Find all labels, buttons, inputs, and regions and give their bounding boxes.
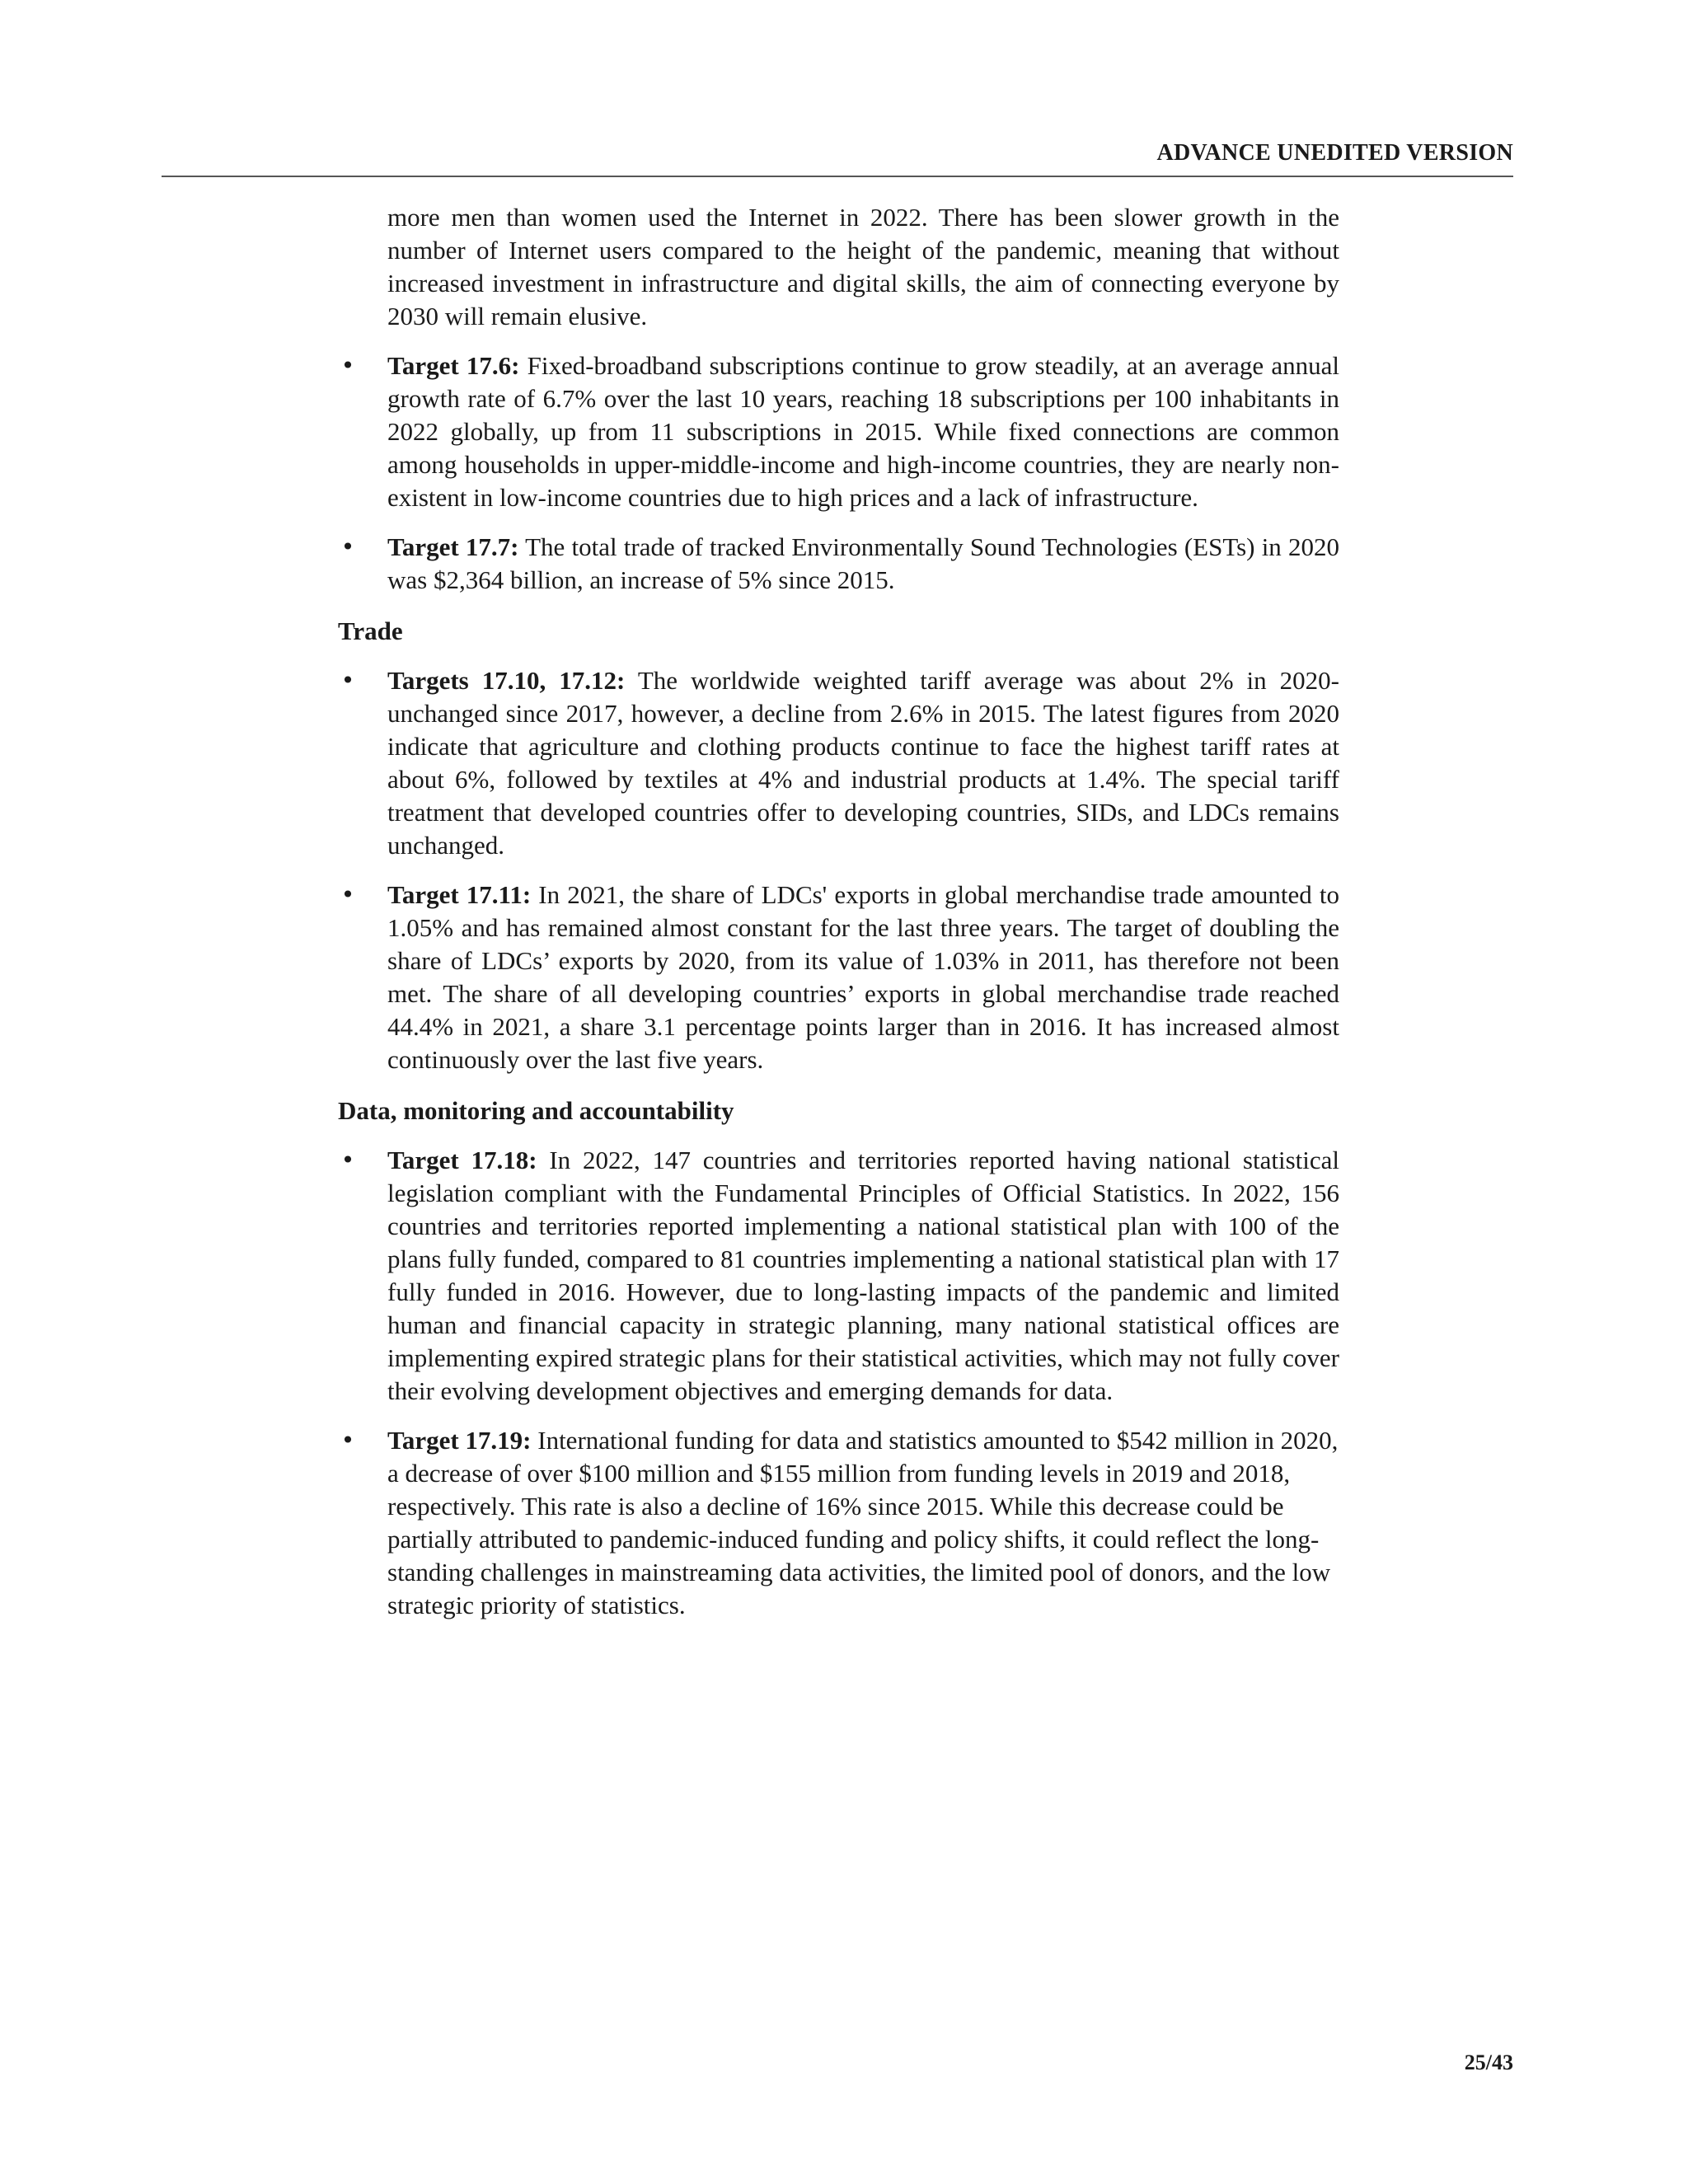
continued-paragraph: more men than women used the Internet in 2022. There has been slower growth in the number of Internet users compared to the height of the pandemic, meaning that without increased investment in infrastructure and digital skills, the aim of connecting everyone by 2030 will remain elusive. [387, 203, 1339, 330]
bullet-icon: • [340, 533, 355, 560]
header-divider [162, 176, 1513, 177]
bullet-icon: • [340, 667, 355, 694]
target-label: Target 17.19: [387, 1426, 532, 1455]
target-list-data [338, 1144, 1339, 1622]
list-item-target-17-18 [338, 1144, 1339, 1408]
bullet-icon: • [340, 352, 355, 379]
page-body [338, 201, 1339, 1622]
list-item-target-17-11 [338, 879, 1339, 1076]
target-text: In 2022, 147 countries and territories reported having national statistical legislation compliant with the Fundamental Principles of Official Statistics. In 2022, 156 countries and territories reported implementing a national statistical plan with 100 of the plans fully funded, compared to 81 countries implementing a national statistical plan with 17 fully funded in 2016. However, due to long-lasting impacts of the pandemic and limited human and financial capacity in strategic planning, many national statistical offices are implementing expired strategic plans for their statistical activities, which may not fully cover their evolving development objectives and emerging demands for data. [387, 1146, 1340, 1405]
target-text: Fixed-broadband subscriptions continue to grow steadily, at an average annual growth rate of 6.7% over the last 10 years, reaching 18 subscriptions per 100 inhabitants in 2022 globally, up from 11 subscriptions in 2015. While fixed connections are common among households in upper-middle-income and high-income countries, they are nearly non-existent in low-income countries due to high prices and a lack of infrastructure. [387, 351, 1339, 512]
target-label: Target 17.6: [387, 351, 520, 380]
target-label: Target 17.11: [387, 880, 532, 909]
target-list-trade [338, 664, 1339, 1076]
bullet-icon: • [340, 1427, 355, 1454]
section-heading-trade: Trade [338, 616, 403, 645]
target-text: In 2021, the share of LDCs' exports in global merchandise trade amounted to 1.05% and has remained almost constant for the last three years. The target of doubling the share of LDCs’ exports by 2020, from its value of 1.03% in 2011, has therefore not been met. The share of all developing countries’ exports in global merchandise trade reached 44.4% in 2021, a share 3.1 percentage points larger than in 2016. It has increased almost continuously over the last five years. [387, 880, 1339, 1074]
target-text: The worldwide weighted tariff average was about 2% in 2020- unchanged since 2017, however, a decline from 2.6% in 2015. The latest figures from 2020 indicate that agriculture and clothing products continue to face the highest tariff rates at about 6%, followed by textiles at 4% and industrial products at 1.4%. The special tariff treatment that developed countries offer to developing countries, SIDs, and LDCs remains unchanged. [387, 666, 1340, 860]
target-label: Targets 17.10, 17.12: [387, 666, 626, 695]
list-item-target-17-19 [338, 1424, 1339, 1622]
list-item-target-17-7 [338, 531, 1339, 597]
target-text: International funding for data and statistics amounted to $542 million in 2020, a decrease of over $100 million and $155 million from funding levels in 2019 and 2018, respectively. This rate is also a decline of 16% since 2015. While this decrease could be partially attributed to pandemic-induced funding and policy shifts, it could reflect the long-standing challenges in mainstreaming data activities, the limited pool of donors, and the low strategic priority of statistics. [387, 1426, 1339, 1619]
target-label: Target 17.7: [387, 532, 519, 561]
target-list-connectivity [338, 349, 1339, 597]
document-version-label: ADVANCE UNEDITED VERSION [1156, 140, 1513, 166]
target-label: Target 17.18: [387, 1146, 537, 1174]
target-text: The total trade of tracked Environmentally Sound Technologies (ESTs) in 2020 was $2,364 billion, an increase of 5% since 2015. [387, 532, 1340, 594]
page-number: 25/43 [1464, 2050, 1513, 2074]
bullet-icon: • [340, 881, 355, 908]
list-item-target-17-10-17-12 [338, 664, 1339, 862]
list-item-target-17-6 [338, 349, 1339, 514]
section-heading-data-monitoring: Data, monitoring and accountability [338, 1096, 734, 1125]
bullet-icon: • [340, 1146, 355, 1174]
